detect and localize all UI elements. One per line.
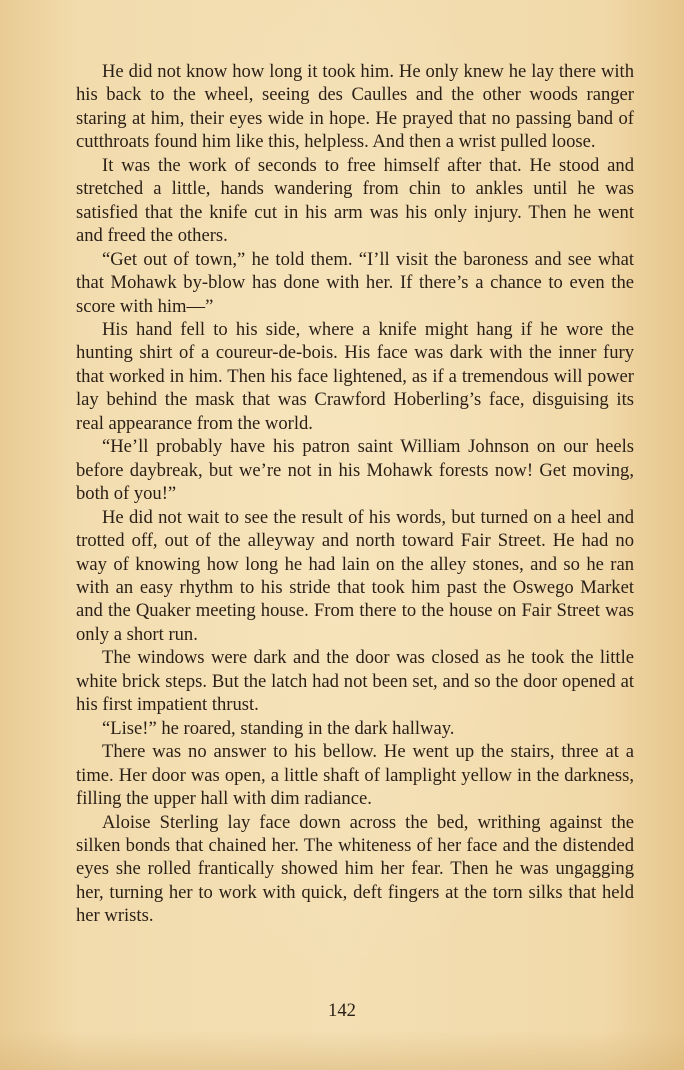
page-number: 142 [328, 1000, 356, 1021]
paragraph: He did not wait to see the result of his words, but turned on a heel and trotted off, out of the alleyway and north toward Fair Street. He had no way of knowing how long he had lain on the alley stones, and so he ran with an easy rhythm to his stride that took him past the Oswego Market and the Quaker meeting house. From there to the house on Fair Street was only a short run. [76, 506, 634, 645]
paragraph: It was the work of seconds to free himself after that. He stood and stretched a little, hands wandering from chin to ankles until he was satisfied that the knife cut in his arm was his only injury. Then he went and freed the others. [76, 154, 634, 247]
paragraph: “He’ll probably have his patron saint William Johnson on our heels before daybreak, but we’re not in his Mohawk forests now! Get moving, both of you!” [76, 436, 634, 505]
paragraph: “Lise!” he roared, standing in the dark hallway. [102, 717, 455, 739]
paragraph: There was no answer to his bellow. He went up the stairs, three at a time. Her door was open, a little shaft of lamplight yellow in the darkness, filling the upper hall with dim radiance. [76, 741, 634, 810]
paragraph: The windows were dark and the door was closed as he took the little white brick steps. But the latch had not been set, and so the door opened at his first impatient thrust. [76, 647, 634, 716]
paragraph: “Get out of town,” he told them. “I’ll visit the baroness and see what that Mohawk by-blow has done with her. If there’s a chance to even the score with him—” [76, 248, 634, 317]
paragraph: He did not know how long it took him. He only knew he lay there with his back to the wheel, seeing des Caulles and the other woods ranger staring at him, their eyes wide in hope. He prayed that no passing band of cutthroats found him like this, helpless. And then a wrist pulled loose. [76, 61, 634, 153]
body-text [76, 60, 634, 928]
paragraph: His hand fell to his side, where a knife might hang if he wore the hunting shirt of a coureur-de-bois. His face was dark with the inner fury that worked in him. Then his face lightened, as if a tremendous will power lay behind the mask that was Crawford Hoberling’s face, disguising its real appearance from the world. [76, 318, 634, 434]
paragraph: Aloise Sterling lay face down across the bed, writhing against the silken bonds that chained her. The whiteness of her face and the distended eyes she rolled frantically showed him her fear. Then he was ungagging her, turning her to work with quick, deft fingers at the torn silks that held her wrists. [76, 811, 634, 927]
